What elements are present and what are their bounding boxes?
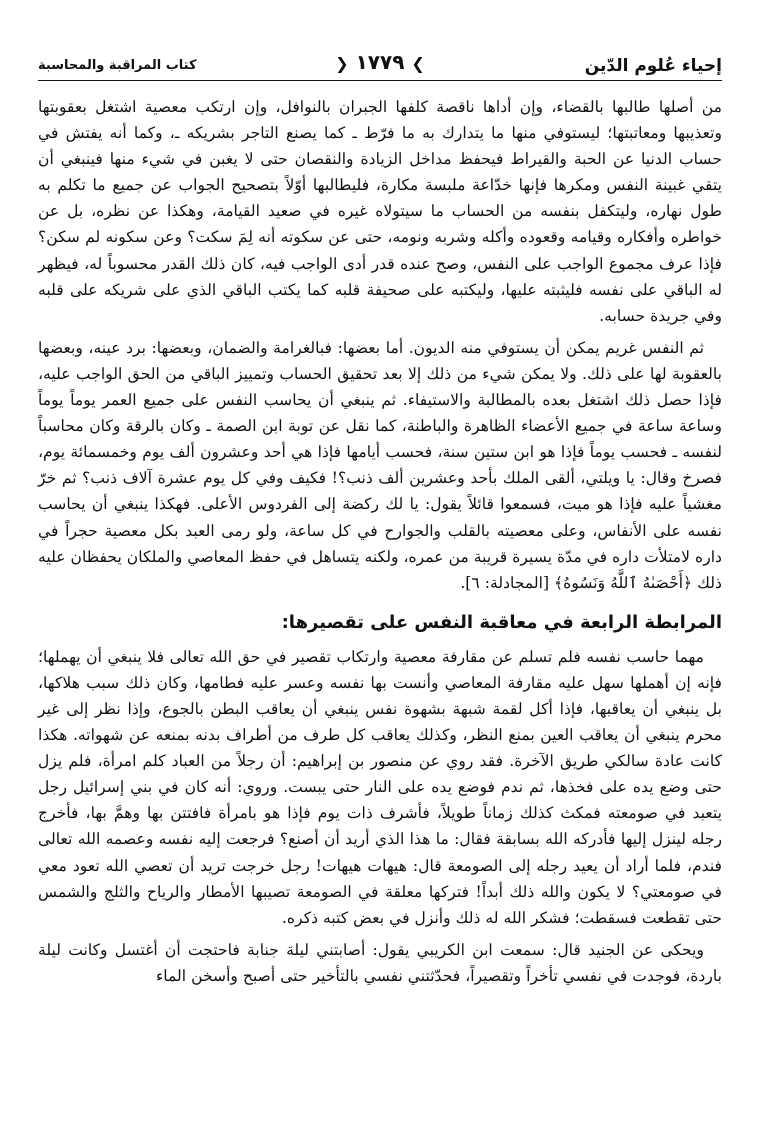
ornament-left-icon: ❮ xyxy=(335,54,349,73)
verse-reference: [المجادلة: ٦]. xyxy=(460,573,550,592)
section-heading: المرابطة الرابعة في معاقبة النفس على تقصيرها: xyxy=(281,611,722,633)
page-header xyxy=(38,46,722,81)
paragraph: من أصلها طالبها بالقضاء، وإن أداها ناقصة كلفها الجبران بالنوافل، وإن ارتكب معصية اشتغل بعقوبتها وتعذيبها ومعاتبتها؛ ليستوفي منها ما يتدارك به ما فرّط ـ كما يصنع التاجر بشريكه ـ، وكما أنه يفتش في حساب الدنيا عن الحبة والقيراط فيحفظ مداخل الزيادة والنقصان حتى لا يغبن في شيء منها فينبغي أن يتقي غبينة النفس ومكرها فإنها خدّاعة ملبسة مكارة، فليطالبها أوّلاً بتصحيح الجواب عن جميع ما تكلم به طول نهاره، وليتكفل بنفسه من الحساب ما سيتولاه غيره في صعيد القيامة، وهكذا عن نظره، بل عن خواطره وأفكاره وقيامه وقعوده وأكله وشربه ونومه، حتى عن سكوته أنه لِمَ سكت؟ وعن سكونه لم سكن؟ فإذا عرف مجموع الواجب على النفس، وصح عنده قدر أدى الواجب فيه، كان ذلك القدر محسوباً له، فيظهر له الباقي على نفسه فليثبته عليها، وليكتبه على صحيفة قلبه كما يكتب الباقي الذي على شريكه على قلبه وفي جريدة حسابه. xyxy=(38,98,722,325)
book-page xyxy=(38,0,722,1126)
chapter-title: كتاب المراقبة والمحاسبة xyxy=(38,58,197,73)
ornament-right-icon: ❯ xyxy=(411,54,425,73)
paragraph-text: ثم النفس غريم يمكن أن يستوفي منه الديون. أما بعضها: فبالغرامة والضمان، وبعضها: برد عينه، وبعضها بالعقوبة لها على ذلك. ولا يمكن شيء من ذلك إلا بعد تحقيق الحساب وتمييز الباقي من الحق الواجب عليه، فإذا حصل ذلك اشتغل بعده بالمطالبة والاستيفاء. ثم ينبغي أن يحاسب النفس على جميع العمر يوماً يوماً وساعة ساعة في جميع الأعضاء الظاهرة والباطنة، كما نقل عن توبة ابن الصمة ـ وكان بالرقة وكان محاسباً لنفسه ـ فحسب يوماً فإذا هو ابن ستين سنة، فحسب أيامها فإذا هي أحد وعشرون ألف يوم وخمسمائة يوم، فصرخ وقال: يا ويلتي، ألقى الملك بأحد وعشرين ألف ذنب؟! فكيف وفي كل يوم عشرة آلاف ذنب؟ ثم خرّ مغشياً عليه فإذا هو ميت، فسمعوا قائلاً يقول: يا لك ركضة إلى الفردوس الأعلى. فهكذا ينبغي أن يحاسب نفسه على الأنفاس، وعلى معصيته بالقلب والجوارح في كل ساعة، ولو رمى العبد بكل معصية حجراً في داره لامتلأت داره في مدّة يسيرة قريبة من عمره، ولكنه يتساهل في حفظ المعاصي والملكان يحفظان عليه ذلك xyxy=(38,338,722,592)
paragraph-with-verse xyxy=(38,335,722,596)
paragraph: ويحكى عن الجنيد قال: سمعت ابن الكريبي يقول: أصابتني ليلة جنابة فاحتجت أن أغتسل وكانت ليلة باردة، فوجدت في نفسي تأخراً وتقصيراً، فحدّثتني نفسي بالتأخير حتى أصبح وأسخن الماء xyxy=(38,940,722,985)
page-number: ١٧٧٩ xyxy=(355,50,405,74)
page-number-block xyxy=(335,50,425,74)
page-body xyxy=(38,94,722,995)
book-title: إحياء عُلوم الدّين xyxy=(584,56,722,76)
paragraph: مهما حاسب نفسه فلم تسلم عن مقارفة معصية وارتكاب تقصير في حق الله تعالى فلا ينبغي أن يهملها؛ فإنه إن أهملها سهل عليه مقارفة المعاصي وأنست بها نفسه وعسر عليه فطامها، وكان ذلك سبب هلاكها، بل ينبغي أن يعاقبها، فإذا أكل لقمة شبهة بشهوة نفس ينبغي أن يعاقب البطن بالجوع، وإذا نظر إلى غير محرم ينبغي أن يعاقب العين بمنع النظر، وكذلك يعاقب كل طرف من أطراف بدنه بمنعه عن شهواته. هكذا كانت عادة سالكي طريق الآخرة. فقد روي عن منصور بن إبراهيم: أن رجلاً من العباد كلم امرأة، فلم يزل حتى وضع يده على فخذها، ثم ندم فوضع يده على النار حتى يبست. وروي: أنه كان في بني إسرائيل رجل يتعبد في صومعته فمكث كذلك زماناً طويلاً، فأشرف ذات يوم فإذا هو بامرأة فافتتن بها وهمَّ بها، فأخرج رجله لينزل إليها فأدركه الله بسابقة فقال: ما هذا الذي أريد أن أصنع؟ فرجعت إليه نفسه وعصمه الله تعالى فندم، فلما أراد أن يعيد رجله إلى الصومعة قال: هيهات هيهات! رجل خرجت تريد أن تعصي الله تعود معي في صومعتي؟ لا يكون والله ذلك أبداً! فتركها معلقة في الصومعة تصيبها الأمطار والرياح والثلج والشمس حتى تقطعت فسقطت؛ فشكر الله له ذلك وأنزل في بعض كتبه ذكره. xyxy=(38,647,722,927)
quran-verse: ﴿أَحْصَىٰهُ ٱللَّهُ وَنَسُوهُ﴾ xyxy=(554,573,693,592)
